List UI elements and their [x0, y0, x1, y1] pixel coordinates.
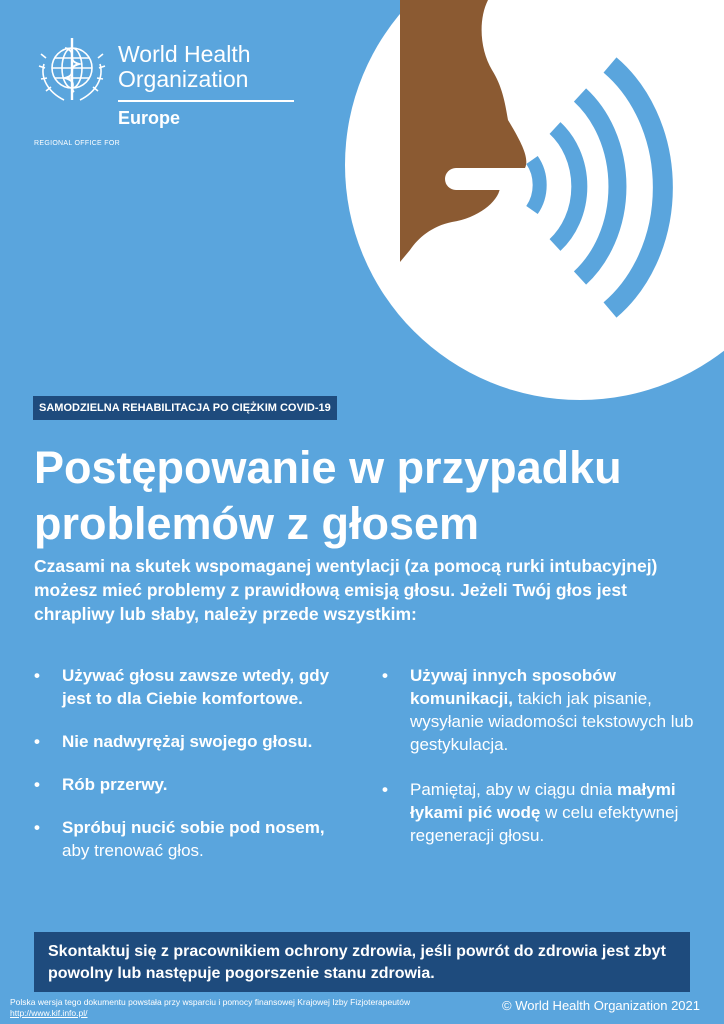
who-name — [118, 42, 298, 92]
kif-link[interactable]: http://www.kif.info.pl/ — [10, 1008, 88, 1018]
left-bullet-list — [34, 664, 334, 882]
list-item — [382, 778, 702, 847]
bullet-bold-text: Spróbuj nucić sobie pod nosem, — [62, 818, 325, 837]
section-tag: SAMODZIELNA REHABILITACJA PO CIĘŻKIM COVID-19 — [33, 396, 337, 420]
intro-paragraph: Czasami na skutek wspomaganej wentylacji (za pomocą rurki intubacyjnej) możesz mieć problemy z prawidłową emisją głosu. Jeżeli Twój głos jest chrapliwy lub słaby, należy przede wszystkim: — [34, 556, 658, 624]
page-title — [34, 440, 694, 552]
copyright-notice: © World Health Organization 2021 — [502, 998, 700, 1013]
list-item — [34, 773, 334, 796]
list-item — [34, 816, 334, 862]
who-name-line2: Organization — [118, 66, 249, 92]
logo-region-name: Europe — [118, 108, 181, 128]
list-item — [382, 664, 702, 756]
who-name-line1: World Health — [118, 41, 251, 67]
bullet-normal-text: Pamiętaj, aby w ciągu dnia — [410, 780, 617, 799]
logo-region-prefix: REGIONAL OFFICE FOR — [34, 140, 120, 147]
translation-credit — [10, 997, 490, 1019]
who-emblem-icon — [34, 34, 110, 106]
mouth-bar-shape — [445, 168, 525, 190]
who-logo — [34, 34, 274, 147]
bullet-normal-text: w celu efektywnej regeneracji głosu. — [410, 803, 679, 845]
bullet-normal-text: aby trenować głos. — [62, 841, 204, 860]
title-line1: Postępowanie w przypadku — [34, 442, 622, 493]
contact-notice-box: Skontaktuj się z pracownikiem ochrony zdrowia, jeśli powrót do zdrowia jest zbyt powolny lub następuje pogorszenie stanu zdrowia. — [34, 932, 690, 992]
right-bullet-list — [382, 664, 702, 869]
credit-text: Polska wersja tego dokumentu powstała przy wsparciu i pomocy finansowej Krajowej Izby Fizjoterapeutów — [10, 997, 411, 1007]
bullet-bold-text: Używać głosu zawsze wtedy, gdy jest to dla Ciebie komfortowe. — [62, 666, 330, 708]
title-line2: problemów z głosem — [34, 498, 480, 549]
list-item — [34, 730, 334, 753]
bullet-bold-text: małymi łykami pić wodę — [410, 780, 676, 822]
list-item — [34, 664, 334, 710]
bullet-bold-text: Rób przerwy. — [62, 775, 168, 794]
logo-divider — [118, 100, 294, 102]
bullet-bold-text: Nie nadwyrężaj swojego głosu. — [62, 732, 313, 751]
bullet-bold-text: Używaj innych sposobów komunikacji, — [410, 666, 616, 708]
bullet-normal-text: takich jak pisanie, wysyłanie wiadomości tekstowych lub gestykulacja. — [410, 689, 694, 754]
